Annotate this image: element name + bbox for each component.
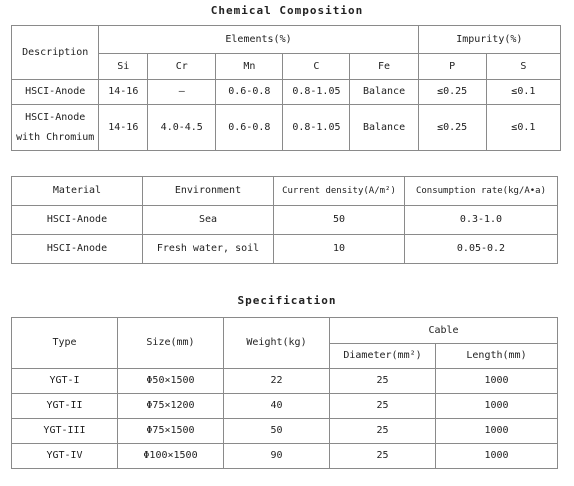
cell: 1000 — [436, 419, 558, 444]
cell: 14-16 — [99, 105, 148, 151]
cell: YGT-I — [12, 369, 118, 394]
cell: YGT-III — [12, 419, 118, 444]
col-mn: Mn — [216, 54, 283, 80]
cell: Φ50×1500 — [118, 369, 224, 394]
cell: 1000 — [436, 444, 558, 469]
table-row — [12, 369, 558, 394]
chemical-composition-title: Chemical Composition — [210, 4, 364, 17]
row-desc-line1: HSCI-Anode — [25, 111, 86, 123]
cell: ≤0.1 — [486, 105, 560, 151]
cell: 25 — [330, 369, 436, 394]
row-desc — [12, 105, 99, 151]
row-desc-line2: with Chromium — [16, 131, 95, 143]
cell: Balance — [350, 105, 418, 151]
table-row — [12, 235, 558, 264]
cell: HSCI-Anode — [12, 206, 143, 235]
col-c: C — [283, 54, 350, 80]
impurity-header: Impurity(%) — [418, 26, 560, 54]
row-desc: HSCI-Anode — [12, 80, 99, 105]
table-row — [12, 419, 558, 444]
cell: 1000 — [436, 369, 558, 394]
table-row — [12, 206, 558, 235]
table-row — [12, 105, 561, 151]
size-header: Size(mm) — [118, 318, 224, 369]
col-s: S — [486, 54, 560, 80]
cell: 0.3-1.0 — [405, 206, 558, 235]
cell: 25 — [330, 444, 436, 469]
consumption-table — [11, 176, 558, 264]
cell: 40 — [224, 394, 330, 419]
col-fe: Fe — [350, 54, 418, 80]
description-header: Description — [12, 26, 99, 80]
cell: Sea — [143, 206, 274, 235]
col-si: Si — [99, 54, 148, 80]
cell: 50 — [274, 206, 405, 235]
cell: Φ75×1500 — [118, 419, 224, 444]
cell: 0.8-1.05 — [283, 80, 350, 105]
material-header: Material — [12, 177, 143, 206]
cell: 0.6-0.8 — [216, 80, 283, 105]
cable-header: Cable — [330, 318, 558, 344]
col-p: P — [418, 54, 486, 80]
cell: 14-16 — [99, 80, 148, 105]
cell: 22 — [224, 369, 330, 394]
cell: — — [148, 80, 216, 105]
cell: Φ75×1200 — [118, 394, 224, 419]
diameter-header: Diameter(mm²) — [330, 344, 436, 369]
col-cr: Cr — [148, 54, 216, 80]
cell: ≤0.1 — [486, 80, 560, 105]
cell: Balance — [350, 80, 418, 105]
table-row — [12, 394, 558, 419]
cell: HSCI-Anode — [12, 235, 143, 264]
specification-table — [11, 317, 558, 469]
table-row — [12, 80, 561, 105]
cell: Φ100×1500 — [118, 444, 224, 469]
cell: YGT-II — [12, 394, 118, 419]
elements-header: Elements(%) — [99, 26, 418, 54]
cell: Fresh water, soil — [143, 235, 274, 264]
weight-header: Weight(kg) — [224, 318, 330, 369]
current-density-header: Current density(A/m²) — [274, 177, 405, 206]
cell: 25 — [330, 419, 436, 444]
cell: YGT-IV — [12, 444, 118, 469]
cell: ≤0.25 — [418, 105, 486, 151]
cell: 25 — [330, 394, 436, 419]
cell: ≤0.25 — [418, 80, 486, 105]
specification-title: Specification — [237, 294, 337, 307]
cell: 0.6-0.8 — [216, 105, 283, 151]
cell: 50 — [224, 419, 330, 444]
length-header: Length(mm) — [436, 344, 558, 369]
cell: 10 — [274, 235, 405, 264]
cell: 0.8-1.05 — [283, 105, 350, 151]
type-header: Type — [12, 318, 118, 369]
table-row — [12, 444, 558, 469]
consumption-rate-header: Consumption rate(kg/A•a) — [405, 177, 558, 206]
chemical-composition-table — [11, 25, 561, 151]
environment-header: Environment — [143, 177, 274, 206]
cell: 90 — [224, 444, 330, 469]
cell: 0.05-0.2 — [405, 235, 558, 264]
cell: 1000 — [436, 394, 558, 419]
cell: 4.0-4.5 — [148, 105, 216, 151]
